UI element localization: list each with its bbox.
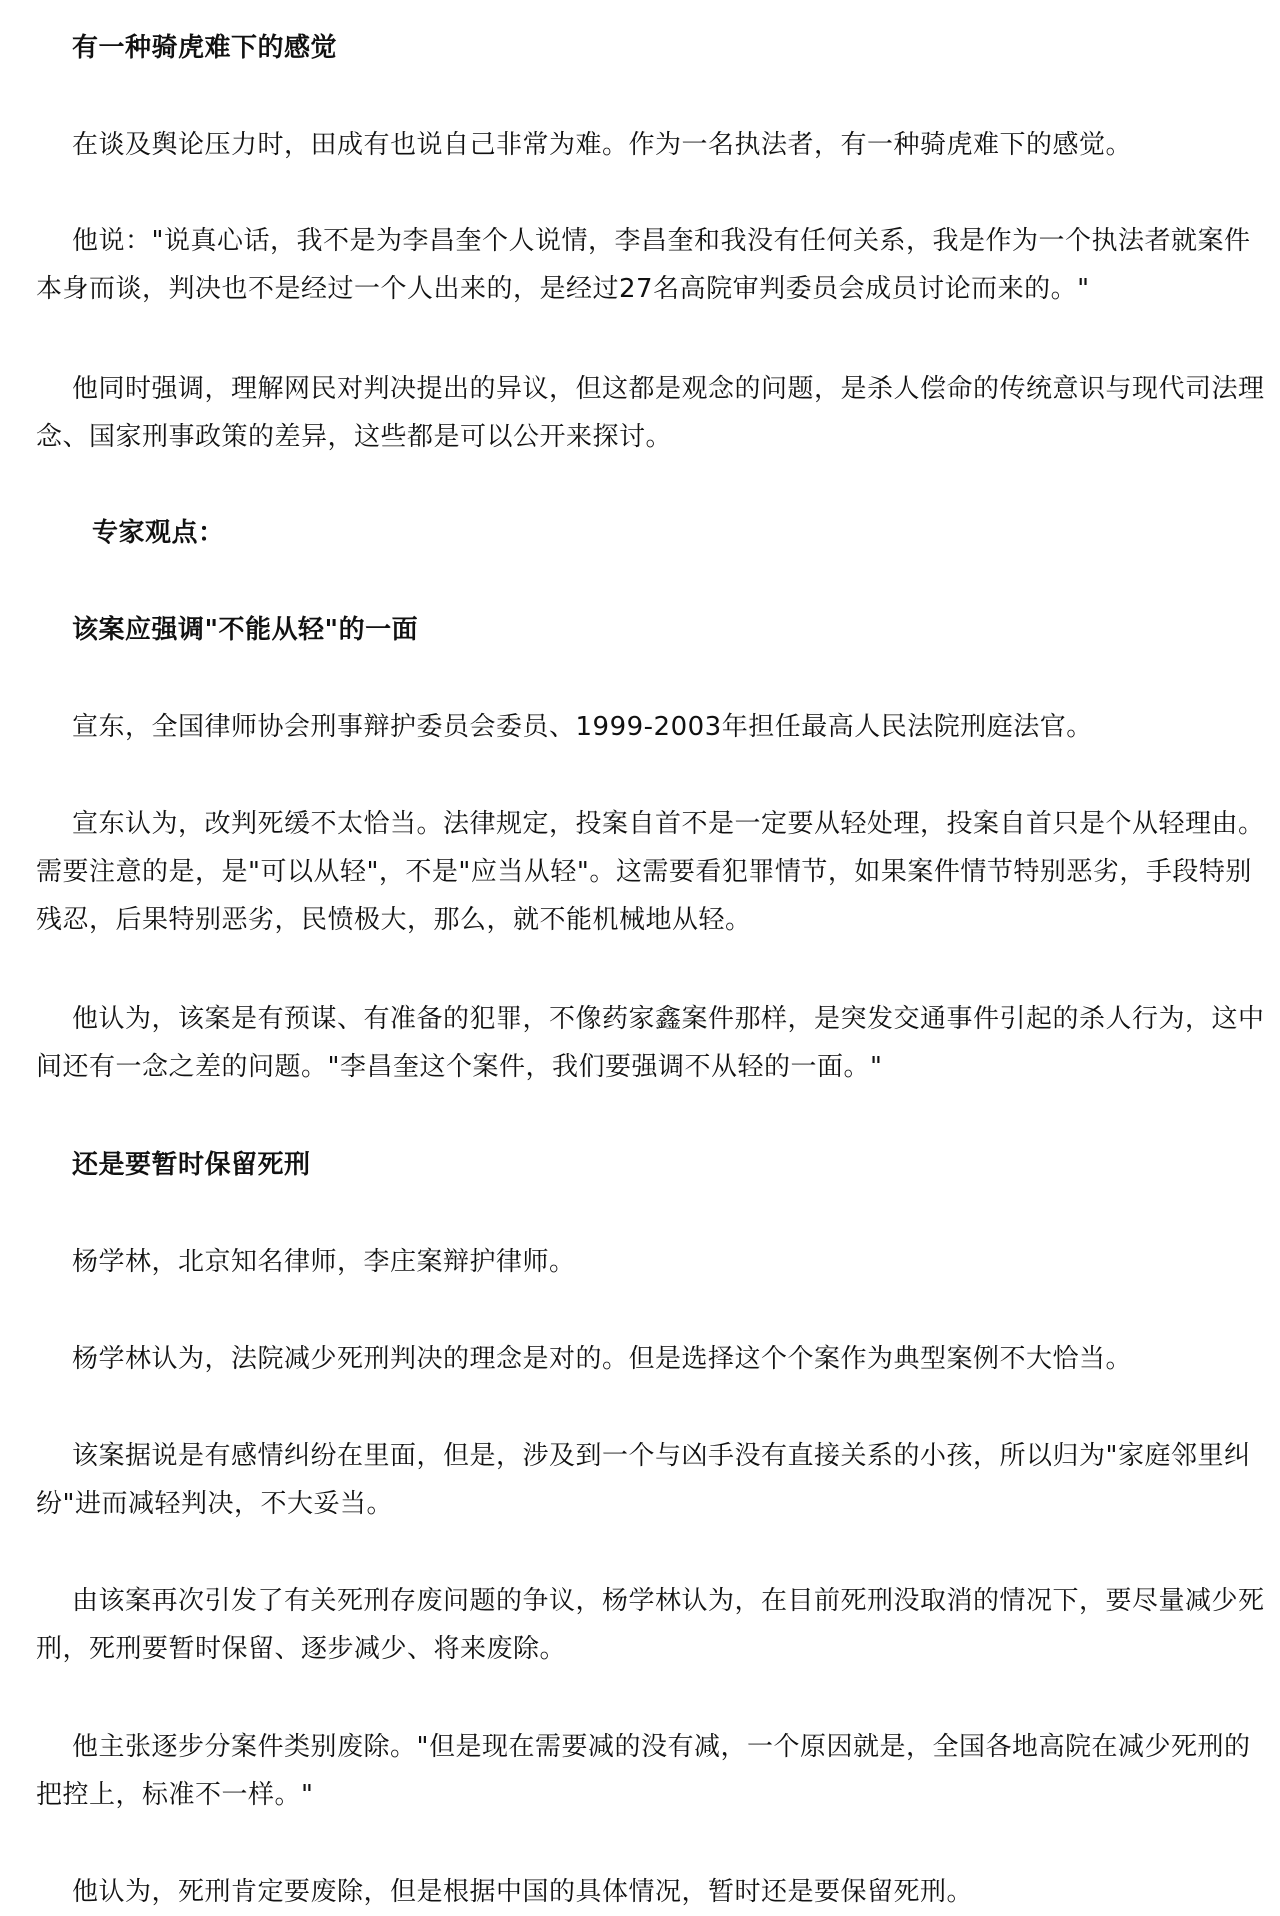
paragraph-2: 他说："说真心话，我不是为李昌奎个人说情，李昌奎和我没有任何关系，我是作为一个执法者就案件本身而谈，判决也不是经过一个人出来的，是经过27名高院审判委员会成员讨论而来的。" (36, 226, 1251, 304)
paragraph-4: 宣东，全国律师协会刑事辩护委员会委员、1999-2003年担任最高人民法院刑庭法官。 (72, 712, 1093, 742)
article-heading-3: 还是要暂时保留死刑 (72, 1150, 311, 1180)
paragraph-1: 在谈及舆论压力时，田成有也说自己非常为难。作为一名执法者，有一种骑虎难下的感觉。 (72, 130, 1133, 160)
paragraph-12: 他认为，死刑肯定要废除，但是根据中国的具体情况，暂时还是要保留死刑。 (72, 1877, 974, 1907)
paragraph-3: 他同时强调，理解网民对判决提出的异议，但这都是观念的问题，是杀人偿命的传统意识与现代司法理念、国家刑事政策的差异，这些都是可以公开来探讨。 (36, 374, 1265, 452)
paragraph-10: 由该案再次引发了有关死刑存废问题的争议，杨学林认为，在目前死刑没取消的情况下，要尽量减少死刑，死刑要暂时保留、逐步减少、将来废除。 (36, 1586, 1265, 1664)
paragraph-9: 该案据说是有感情纠纷在里面，但是，涉及到一个与凶手没有直接关系的小孩，所以归为"家庭邻里纠纷"进而减轻判决，不大妥当。 (36, 1441, 1251, 1519)
section-label-expert-views: 专家观点： (92, 518, 225, 548)
paragraph-6: 他认为，该案是有预谋、有准备的犯罪，不像药家鑫案件那样，是突发交通事件引起的杀人行为，这中间还有一念之差的问题。"李昌奎这个案件，我们要强调不从轻的一面。" (36, 1004, 1265, 1082)
article-heading-1: 有一种骑虎难下的感觉 (72, 33, 338, 63)
paragraph-11: 他主张逐步分案件类别废除。"但是现在需要减的没有减，一个原因就是，全国各地高院在减少死刑的把控上，标准不一样。" (36, 1732, 1251, 1810)
article-heading-2: 该案应强调"不能从轻"的一面 (72, 615, 419, 645)
paragraph-5: 宣东认为，改判死缓不太恰当。法律规定，投案自首不是一定要从轻处理，投案自首只是个从轻理由。需要注意的是，是"可以从轻"，不是"应当从轻"。这需要看犯罪情节，如果案件情节特别恶劣，手段特别残忍，后果特别恶劣，民愤极大，那么，就不能机械地从轻。 (36, 809, 1265, 935)
paragraph-7: 杨学林，北京知名律师，李庄案辩护律师。 (72, 1247, 576, 1277)
paragraph-8: 杨学林认为，法院减少死刑判决的理念是对的。但是选择这个个案作为典型案例不大恰当。 (72, 1344, 1133, 1374)
